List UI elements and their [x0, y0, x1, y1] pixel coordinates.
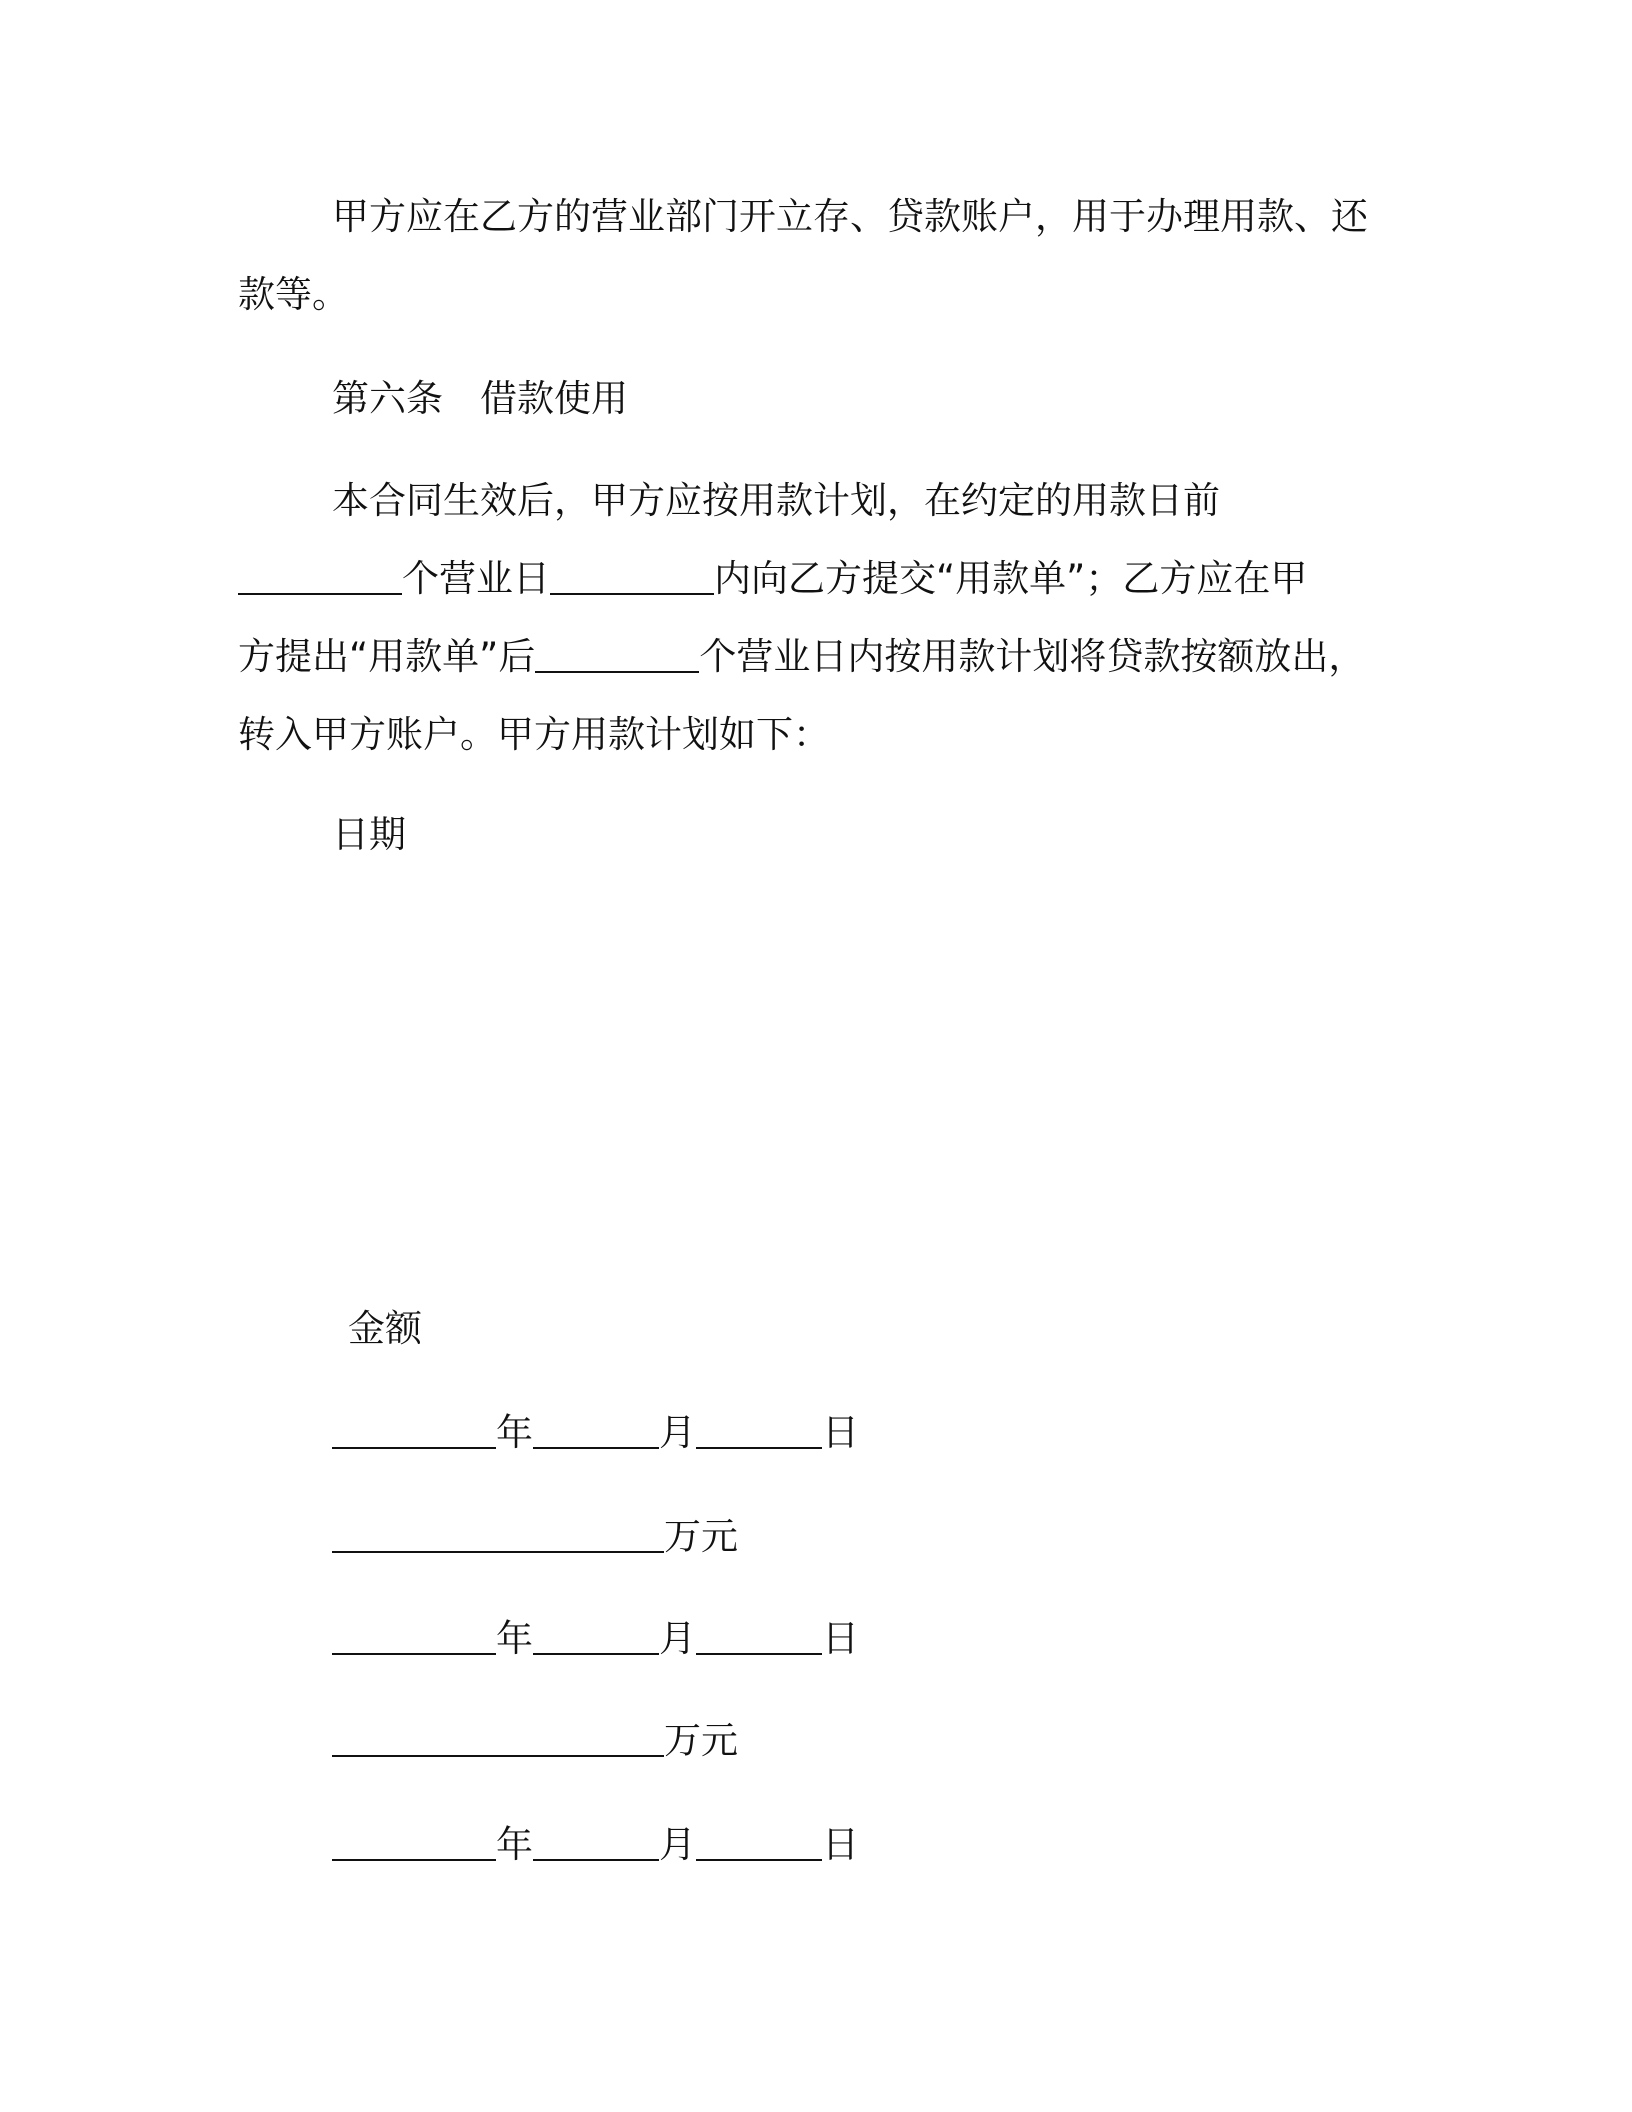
- day-label: 日: [822, 1617, 859, 1660]
- amount-row-2: [332, 1719, 738, 1762]
- blank-field: [533, 1623, 659, 1655]
- blank-field: [696, 1829, 822, 1861]
- paragraph-2-line-4: 转入甲方账户。甲方用款计划如下：: [238, 713, 830, 756]
- blank-field: [332, 1725, 664, 1757]
- amount-row-1: [332, 1515, 738, 1558]
- text-segment: 个营业日内按用款计划将贷款按额放出，: [699, 635, 1366, 678]
- blank-field: [332, 1623, 496, 1655]
- blank-field: [533, 1417, 659, 1449]
- unit-label: 万元: [664, 1719, 738, 1762]
- day-label: 日: [822, 1823, 859, 1866]
- blank-field: [535, 641, 699, 673]
- text-segment: 方提出“用款单”后: [238, 635, 536, 678]
- month-label: 月: [659, 1411, 696, 1454]
- unit-label: 万元: [664, 1515, 738, 1558]
- blank-field: [696, 1623, 822, 1655]
- blank-field: [332, 1417, 496, 1449]
- date-row-3: [332, 1823, 859, 1866]
- year-label: 年: [496, 1617, 533, 1660]
- month-label: 月: [659, 1617, 696, 1660]
- blank-field: [332, 1829, 496, 1861]
- paragraph-1-line-1: 甲方应在乙方的营业部门开立存、贷款账户，用于办理用款、还: [332, 195, 1368, 238]
- article-6-heading: 第六条 借款使用: [332, 377, 628, 420]
- date-row-1: [332, 1411, 859, 1454]
- date-row-2: [332, 1617, 859, 1660]
- blank-field: [238, 563, 402, 595]
- blank-field: [550, 563, 714, 595]
- text-segment: 个营业日: [402, 557, 550, 600]
- paragraph-2-line-1: 本合同生效后，甲方应按用款计划，在约定的用款日前: [332, 479, 1220, 522]
- blank-field: [332, 1521, 664, 1553]
- paragraph-1-line-2: 款等。: [238, 273, 349, 316]
- year-label: 年: [496, 1823, 533, 1866]
- blank-field: [533, 1829, 659, 1861]
- amount-label: 金额: [348, 1307, 422, 1350]
- paragraph-2-line-2: [238, 557, 1308, 600]
- date-label: 日期: [332, 813, 406, 856]
- text-segment: 内向乙方提交“用款单”；乙方应在甲: [714, 557, 1308, 600]
- blank-field: [696, 1417, 822, 1449]
- month-label: 月: [659, 1823, 696, 1866]
- day-label: 日: [822, 1411, 859, 1454]
- year-label: 年: [496, 1411, 533, 1454]
- paragraph-2-line-3: [238, 635, 1366, 678]
